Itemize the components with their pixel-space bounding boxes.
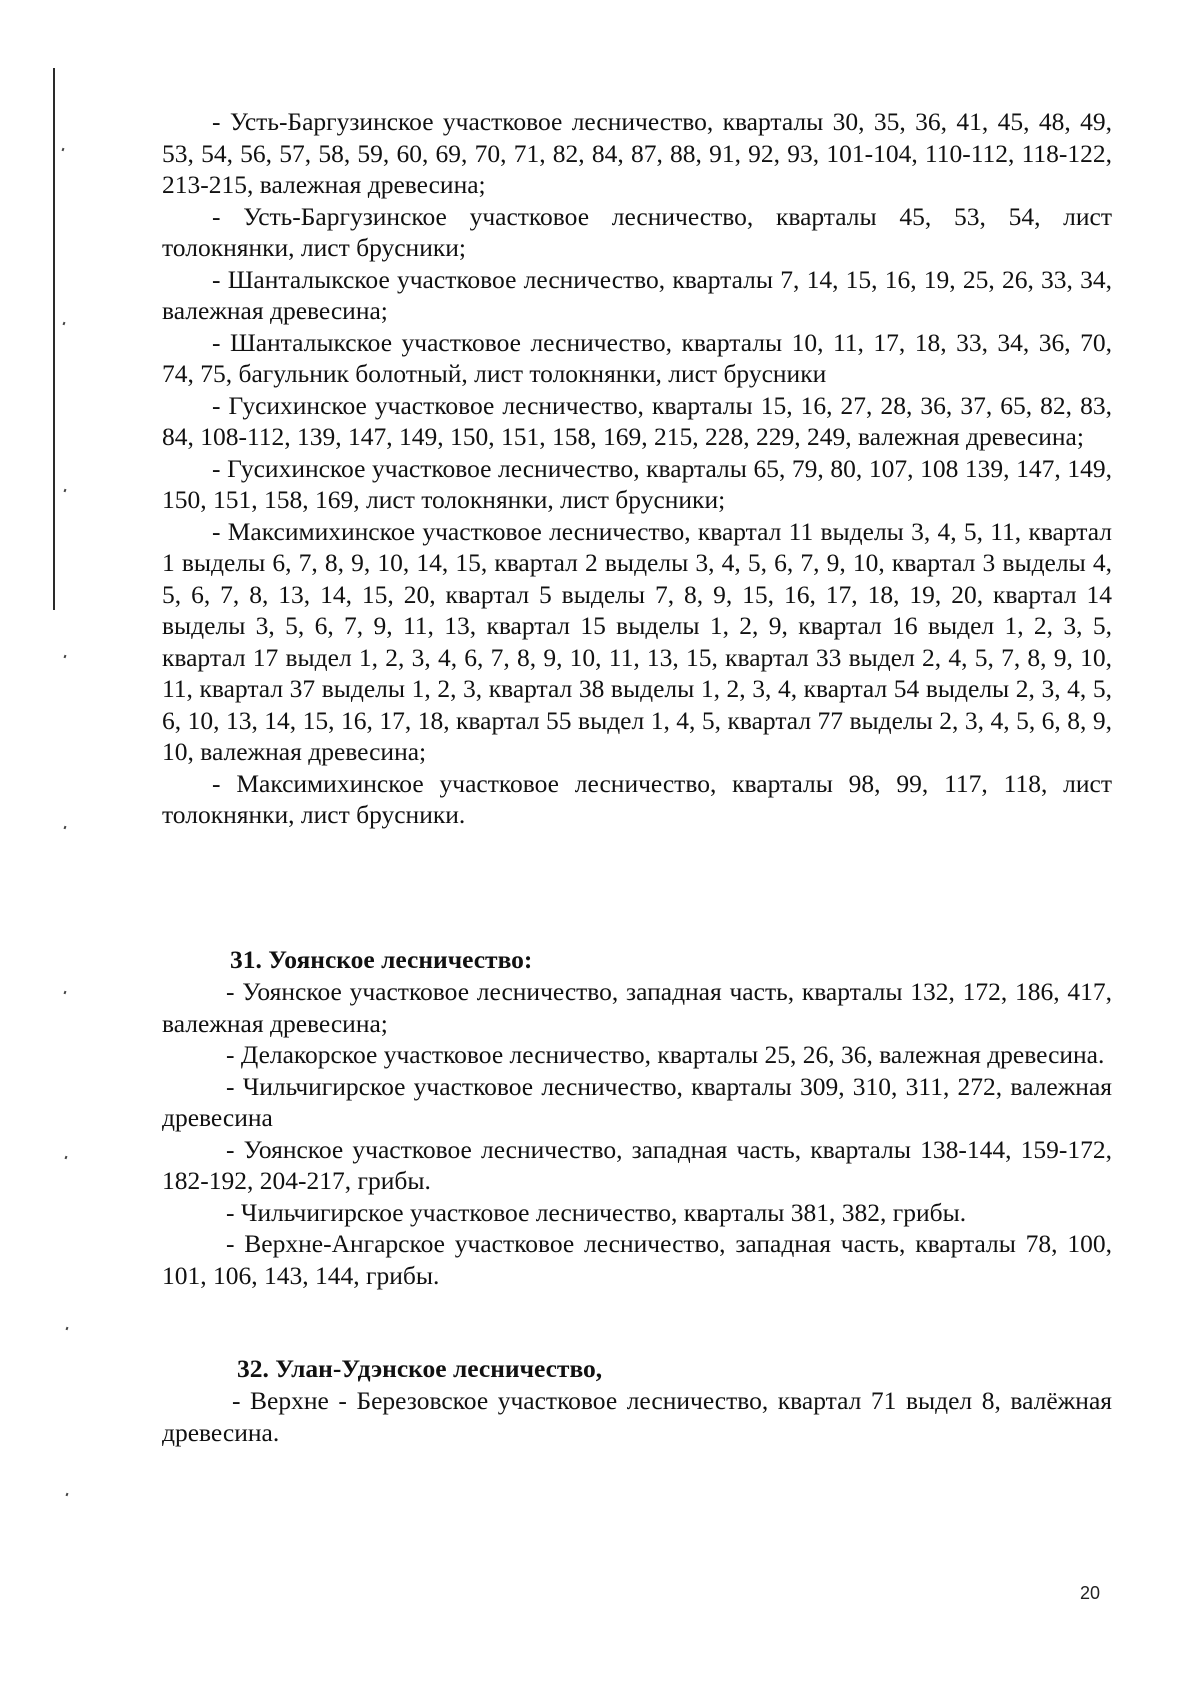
list-item: - Чильчигирское участковое лесничество, кварталы 381, 382, грибы. [226,1197,967,1227]
forestry-list-section-30 [162,106,1112,831]
forestry-list-section-31 [162,976,1112,1291]
scan-margin-line [53,68,55,610]
list-item: - Верхне - Березовское участковое лесничество, квартал 71 выдел 8, валёжная древесина. [162,1386,1112,1447]
list-item: - Шанталыкское участковое лесничество, кварталы 7, 14, 15, 16, 19, 25, 26, 33, 34, валежная древесина; [162,264,1112,325]
forestry-list-section-32 [162,1385,1112,1448]
page-number: 20 [1079,1583,1100,1603]
list-item: - Верхне-Ангарское участковое лесничество, западная часть, кварталы 78, 100, 101, 106, 143, 144, грибы. [162,1229,1112,1290]
scan-speck [66,1493,69,1497]
list-item: - Шанталыкское участковое лесничество, кварталы 10, 11, 17, 18, 33, 34, 36, 70, 74, 75, багульник болотный, лист толокнянки, лист брусники [162,327,1112,388]
scan-speck [62,148,65,152]
scan-speck [64,826,67,830]
list-item: - Делакорское участковое лесничество, кварталы 25, 26, 36, валежная древесина. [226,1040,1105,1069]
section-heading-32: 32. Улан-Удэнское лесничество, [237,1354,603,1383]
list-item: - Усть-Баргузинское участковое лесничество, кварталы 45, 53, 54, лист толокнянки, лист брусники; [162,201,1112,262]
list-item: - Гусихинское участковое лесничество, кварталы 15, 16, 27, 28, 36, 37, 65, 82, 83, 84, 108-112, 139, 147, 149, 150, 151, 158, 169, 215, 228, 229, 249, валежная древесина; [162,390,1112,451]
list-item: - Уоянское участковое лесничество, западная часть, кварталы 132, 172, 186, 417, валежная древесина; [162,977,1112,1038]
scan-speck [65,1156,68,1160]
scan-speck [64,489,67,493]
scan-speck [63,322,66,326]
section-heading-31: 31. Уоянское лесничество: [230,945,533,974]
scan-speck [64,655,67,659]
list-item: - Максимихинское участковое лесничество, квартал 11 выделы 3, 4, 5, 11, квартал 1 выделы 6, 7, 8, 9, 10, 14, 15, квартал 2 выделы 3, 4, 5, 6, 7, 9, 10, квартал 3 выделы 4, 5, 6, 7, 8, 13, 14, 15, 20, квартал 5 выделы 7, 8, 9, 15, 16, 17, 18, 19, 20, квартал 14 выделы 3, 5, 6, 7, 9, 11, 13, квартал 15 выделы 1, 2, 9, квартал 16 выдел 1, 2, 3, 5, квартал 17 выдел 1, 2, 3, 4, 6, 7, 8, 9, 10, 11, 13, 15, квартал 33 выдел 2, 4, 5, 7, 8, 9, 10, 11, квартал 37 выделы 1, 2, 3, квартал 38 выделы 1, 2, 3, 4, квартал 54 выделы 2, 3, 4, 5, 6, 10, 13, 14, 15, 16, 17, 18, квартал 55 выдел 1, 4, 5, квартал 77 выделы 2, 3, 4, 5, 6, 8, 9, 10, валежная древесина; [162,516,1112,766]
list-item: - Максимихинское участковое лесничество, кварталы 98, 99, 117, 118, лист толокнянки, лист брусники. [162,768,1112,829]
list-item: - Гусихинское участковое лесничество, кварталы 65, 79, 80, 107, 108 139, 147, 149, 150, 151, 158, 169, лист толокнянки, лист брусники; [162,453,1112,514]
scan-speck [64,991,67,995]
list-item: - Усть-Баргузинское участковое лесничество, кварталы 30, 35, 36, 41, 45, 48, 49, 53, 54, 56, 57, 58, 59, 60, 69, 70, 71, 82, 84, 87, 88, 91, 92, 93, 101-104, 110-112, 118-122, 213-215, валежная древесина; [162,107,1112,199]
list-item: - Уоянское участковое лесничество, западная часть, кварталы 138-144, 159-172, 182-192, 204-217, грибы. [162,1134,1112,1195]
scan-speck [66,1327,69,1331]
list-item: - Чильчигирское участковое лесничество, кварталы 309, 310, 311, 272, валежная древесина [162,1071,1112,1132]
